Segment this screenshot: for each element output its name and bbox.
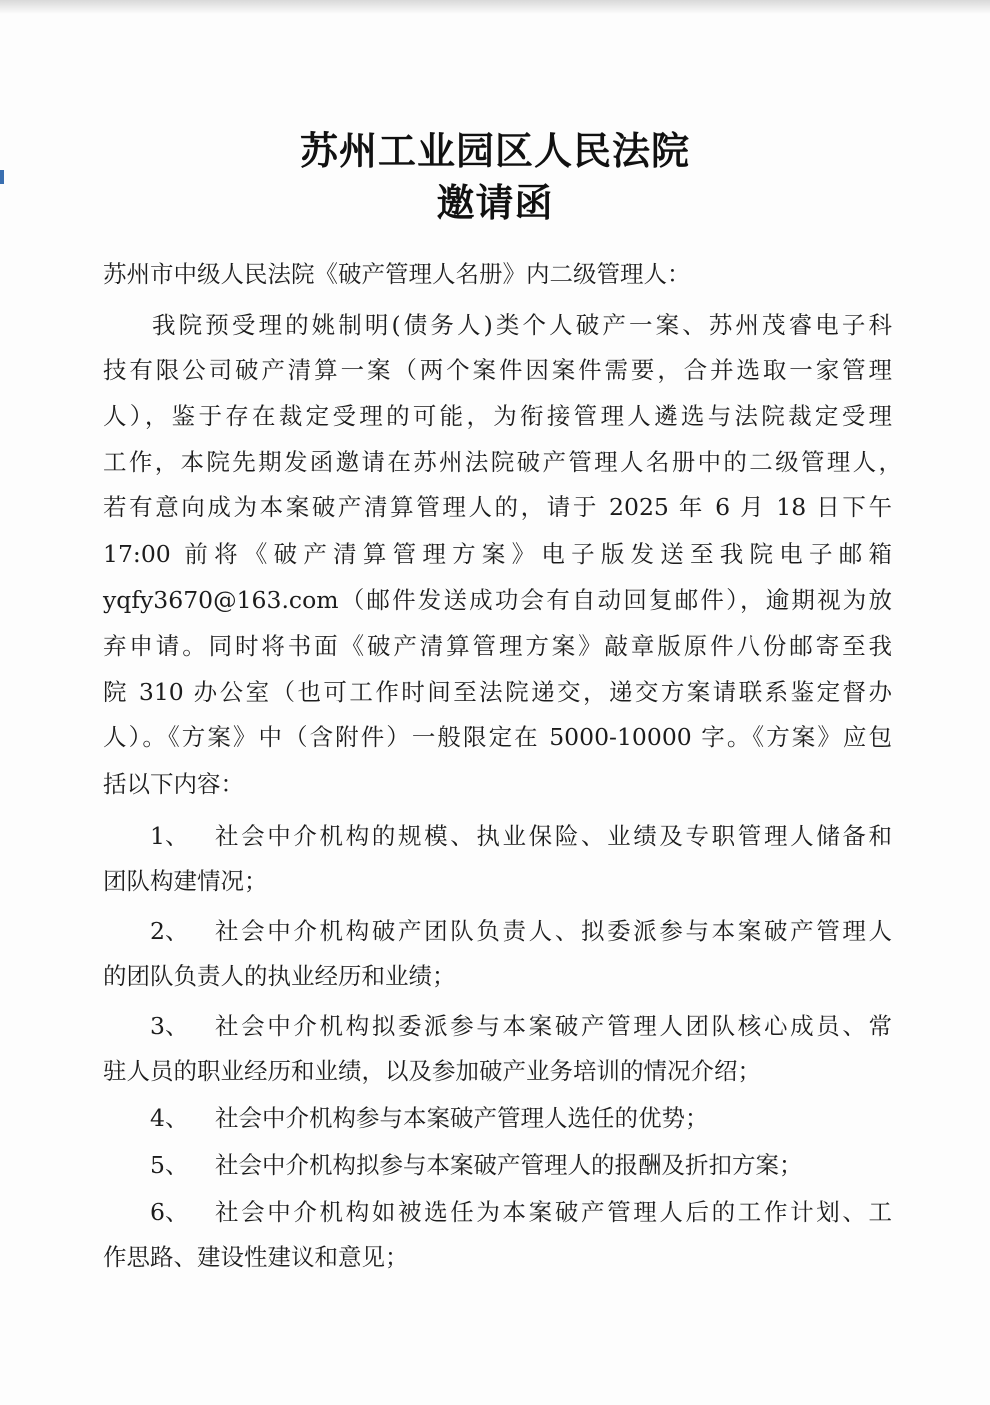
list-item-text: 社会中介机构拟参与本案破产管理人的报酬及折扣方案； xyxy=(215,1151,803,1179)
list-item-text: 社会中介机构参与本案破产管理人选任的优势； xyxy=(215,1104,709,1132)
list-item-text: 的团队负责人的执业经历和业绩； xyxy=(103,962,456,990)
document-type-title: 邀请函 xyxy=(436,180,554,225)
list-item-text: 社会中介机构的规模、执业保险、业绩及专职管理人储备和 xyxy=(215,822,892,850)
list-item-number: 4、 xyxy=(150,1104,189,1132)
recipient-line: 苏州市中级人民法院《破产管理人名册》内二级管理人： xyxy=(103,260,691,288)
list-item-number: 1、 xyxy=(150,822,189,850)
list-item-text: 驻人员的职业经历和业绩，以及参加破产业务培训的情况介绍； xyxy=(103,1057,761,1085)
body-line: 括以下内容： xyxy=(103,770,244,798)
list-item-text: 社会中介机构拟委派参与本案破产管理人团队核心成员、常 xyxy=(215,1012,892,1040)
body-line: 我院预受理的姚制明(债务人)类个人破产一案、苏州茂睿电子科 xyxy=(152,311,892,339)
list-item-number: 5、 xyxy=(150,1151,189,1179)
list-item-number: 2、 xyxy=(150,917,189,945)
list-item-text: 作思路、建设性建议和意见； xyxy=(103,1243,409,1271)
body-line: 人），鉴于存在裁定受理的可能，为衔接管理人遴选与法院裁定受理 xyxy=(103,402,892,430)
body-line: yqfy3670@163.com（邮件发送成功会有自动回复邮件），逾期视为放 xyxy=(103,586,892,614)
body-line: 17:00 前将《破产清算管理方案》电子版发送至我院电子邮箱 xyxy=(103,540,892,568)
body-line: 若有意向成为本案破产清算管理人的，请于 2025 年 6 月 18 日下午 xyxy=(103,493,892,521)
court-title: 苏州工业园区人民法院 xyxy=(299,128,690,173)
body-line: 弃申请。同时将书面《破产清算管理方案》敲章版原件八份邮寄至我 xyxy=(103,632,892,660)
list-item-number: 3、 xyxy=(150,1012,189,1040)
list-item-text: 团队构建情况； xyxy=(103,867,268,895)
list-item-text: 社会中介机构破产团队负责人、拟委派参与本案破产管理人 xyxy=(215,917,892,945)
scan-shadow xyxy=(0,0,990,14)
body-line: 人）。《方案》中（含附件）一般限定在 5000-10000 字。《方案》应包 xyxy=(103,723,892,751)
list-item-number: 6、 xyxy=(150,1198,189,1226)
body-line: 技有限公司破产清算一案（两个案件因案件需要，合并选取一家管理 xyxy=(103,356,892,384)
body-line: 工作，本院先期发函邀请在苏州法院破产管理人名册中的二级管理人， xyxy=(103,448,902,476)
body-line: 院 310 办公室（也可工作时间至法院递交，递交方案请联系鉴定督办 xyxy=(103,678,892,706)
list-item-text: 社会中介机构如被选任为本案破产管理人后的工作计划、工 xyxy=(215,1198,892,1226)
